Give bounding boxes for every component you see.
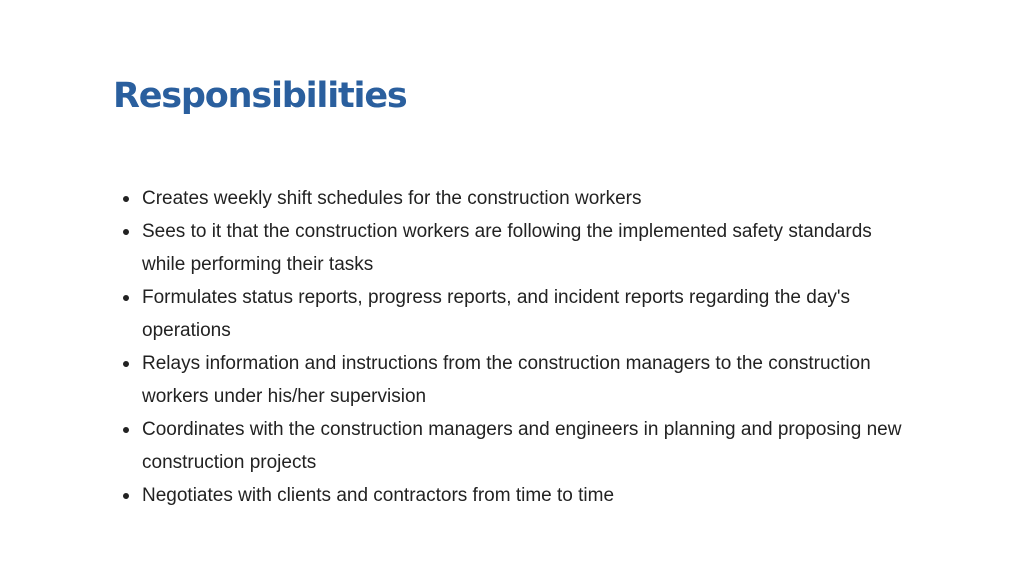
bullet-icon <box>123 361 129 367</box>
list-item-text: Formulates status reports, progress reports, and incident reports regarding the day's operations <box>142 287 851 341</box>
list-item <box>116 182 916 215</box>
list-item-text: Negotiates with clients and contractors from time to time <box>142 485 615 506</box>
bullet-icon <box>123 229 129 235</box>
list-item-text: Relays information and instructions from the construction managers to the construction workers under his/her supervision <box>142 353 871 407</box>
list-item <box>116 215 916 281</box>
bullet-icon <box>123 196 129 202</box>
list-item-text: Sees to it that the construction workers are following the implemented safety standards while performing their tasks <box>142 221 872 275</box>
bullet-icon <box>123 295 129 301</box>
responsibilities-list <box>116 182 916 512</box>
list-item-text: Coordinates with the construction managers and engineers in planning and proposing new construction projects <box>142 419 902 473</box>
bullet-icon <box>123 493 129 499</box>
list-item <box>116 281 916 347</box>
bullet-icon <box>123 427 129 433</box>
list-item <box>116 413 916 479</box>
list-item <box>116 479 916 512</box>
page-title: Responsibilities <box>113 76 407 116</box>
list-item-text: Creates weekly shift schedules for the construction workers <box>142 188 642 209</box>
list-item <box>116 347 916 413</box>
